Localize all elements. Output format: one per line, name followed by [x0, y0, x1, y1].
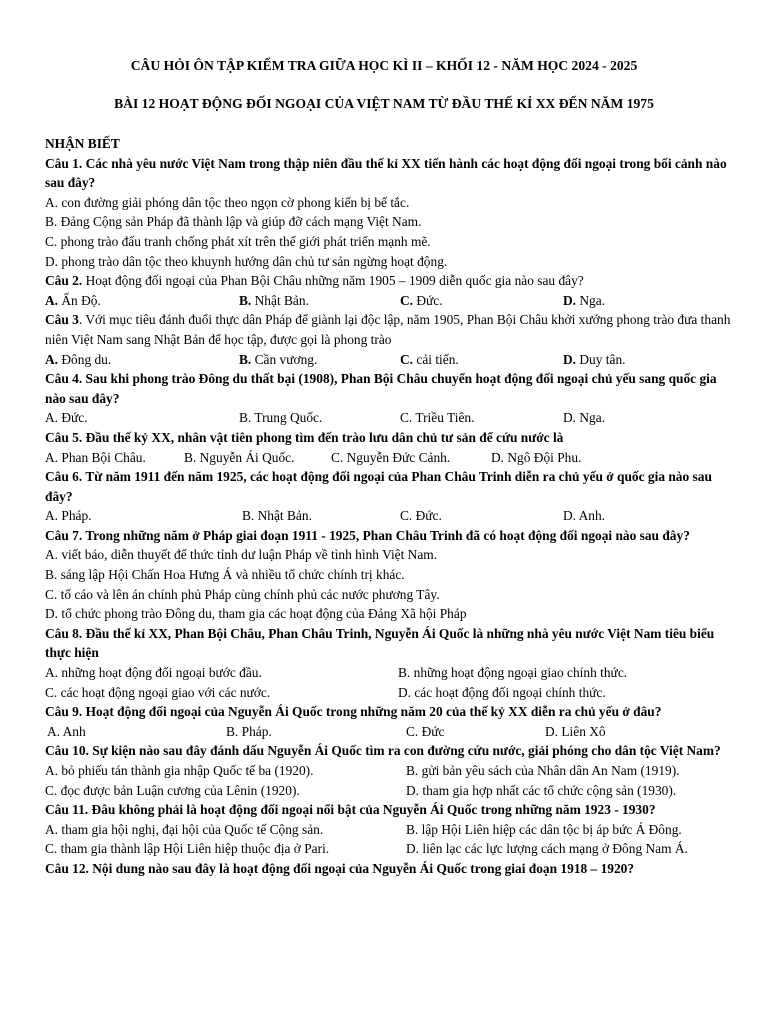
- question-6: Câu 6. Từ năm 1911 đến năm 1925, các hoạt động đối ngoại của Phan Châu Trinh diễn ra chủ yếu ở quốc gia nào sau đây?: [45, 469, 712, 504]
- q8-option-b: B. những hoạt động ngoại giao chính thức.: [398, 665, 628, 681]
- question-5: Câu 5. Đầu thế kỷ XX, nhân vật tiên phong tìm đến trào lưu dân chủ tư sản để cứu nước là: [45, 429, 564, 445]
- question-9: Câu 9. Hoạt động đối ngoại của Nguyễn Ái Quốc trong những năm 20 của thế kỷ XX diễn ra chủ yếu ở đâu?: [45, 704, 662, 720]
- q5-option-a: A. Phan Bội Châu.: [45, 449, 146, 465]
- exam-title: CÂU HỎI ÔN TẬP KIỂM TRA GIỮA HỌC KÌ II – KHỐI 12 - NĂM HỌC 2024 - 2025: [130, 58, 638, 73]
- q1-option-c: C. phong trào đấu tranh chống phát xít trên thế giới phát triển mạnh mẽ.: [45, 233, 431, 249]
- q6-options: [45, 506, 735, 526]
- q10-option-d: D. tham gia hợp nhất các tổ chức cộng sản (1930).: [406, 782, 677, 798]
- q11-option-b: B. lập Hội Liên hiệp các dân tộc bị áp bức Á Đông.: [406, 821, 682, 837]
- q4-option-c: C. Triều Tiên.: [400, 410, 475, 426]
- q4-option-b: B. Trung Quốc.: [239, 410, 323, 426]
- q5-option-b: B. Nguyễn Ái Quốc.: [184, 449, 295, 465]
- q3-option-a: A. Đông du.: [45, 351, 112, 367]
- q5-option-c: C. Nguyễn Đức Cảnh.: [331, 449, 451, 465]
- q5-options: [45, 448, 735, 468]
- q5-option-d: D. Ngô Đội Phu.: [491, 449, 582, 465]
- question-12: Câu 12. Nội dung nào sau đây là hoạt động đối ngoại của Nguyễn Ái Quốc trong giai đoạn 1918 – 1920?: [45, 860, 635, 876]
- q8-options-cd: [45, 683, 735, 703]
- q7-option-d: D. tổ chức phong trào Đông du, tham gia các hoạt động của Đảng Xã hội Pháp: [45, 606, 467, 622]
- q1-option-b: B. Đảng Cộng sản Pháp đã thành lập và giúp đỡ cách mạng Việt Nam.: [45, 214, 422, 230]
- q8-option-a: A. những hoạt động đối ngoại bước đầu.: [45, 665, 262, 681]
- q7-option-b: B. sáng lập Hội Chấn Hoa Hưng Á và nhiều tổ chức chính trị khác.: [45, 567, 405, 583]
- question-3: Câu 3. Với mục tiêu đánh đuổi thực dân Pháp để giành lại độc lập, năm 1905, Phan Bội Châu khởi xướng phong trào đưa thanh niên Việt Nam sang Nhật Bản để học tập, được gọi là phong trào: [45, 312, 731, 347]
- q2-options: [45, 291, 735, 311]
- q3-option-b: B. Cần vương.: [239, 351, 318, 367]
- q9-option-a: A. Anh: [47, 723, 86, 739]
- question-10: Câu 10. Sự kiện nào sau đây đánh dấu Nguyễn Ái Quốc tìm ra con đường cứu nước, giải phóng cho dân tộc Việt Nam?: [45, 743, 721, 759]
- q11-option-d: D. liên lạc các lực lượng cách mạng ở Đông Nam Á.: [406, 841, 688, 857]
- question-8: Câu 8. Đầu thế kỉ XX, Phan Bội Châu, Phan Châu Trinh, Nguyễn Ái Quốc là những nhà yêu nước Việt Nam tiêu biểu thực hiện: [45, 625, 715, 661]
- section-heading: NHẬN BIẾT: [45, 136, 120, 151]
- q6-option-a: A. Pháp.: [45, 508, 92, 524]
- q4-option-d: D. Nga.: [563, 410, 606, 426]
- q3-option-d: D. Duy tân.: [563, 351, 626, 367]
- question-11: Câu 11. Đâu không phải là hoạt động đối ngoại nổi bật của Nguyễn Ái Quốc trong những năm 1923 - 1930?: [45, 802, 656, 818]
- q1-option-d: D. phong trào dân tộc theo khuynh hướng dân chủ tư sản ngừng hoạt động.: [45, 253, 448, 269]
- q4-option-a: A. Đức.: [45, 410, 88, 426]
- q2-option-c: C. Đức.: [400, 292, 443, 308]
- q2-option-d: D. Nga.: [563, 292, 606, 308]
- q7-option-c: C. tố cáo và lên án chính phủ Pháp cùng chính phủ các nước phương Tây.: [45, 586, 440, 602]
- q3-option-c: C. cải tiến.: [400, 351, 459, 367]
- q6-option-c: C. Đức.: [400, 508, 442, 524]
- q10-options-ab: [45, 761, 735, 781]
- q7-option-a: A. viết báo, diễn thuyết để thức tỉnh dư luận Pháp về tình hình Việt Nam.: [45, 547, 438, 563]
- q8-option-d: D. các hoạt động đối ngoại chính thức.: [398, 684, 606, 700]
- q6-option-d: D. Anh.: [563, 508, 606, 524]
- question-2: Câu 2. Hoạt động đối ngoại của Phan Bội Châu những năm 1905 – 1909 diễn quốc gia nào sau đây?: [45, 273, 584, 289]
- q9-option-d: D. Liên Xô: [545, 723, 606, 739]
- q9-option-b: B. Pháp.: [226, 723, 272, 739]
- q11-option-a: A. tham gia hội nghị, đại hội của Quốc tế Cộng sản.: [45, 821, 324, 837]
- q11-options-ab: [45, 820, 735, 840]
- q10-option-b: B. gửi bản yêu sách của Nhân dân An Nam (1919).: [406, 763, 680, 778]
- lesson-title: BÀI 12 HOẠT ĐỘNG ĐỐI NGOẠI CỦA VIỆT NAM TỪ ĐẦU THẾ KỈ XX ĐẾN NĂM 1975: [114, 96, 654, 111]
- q10-option-a: A. bỏ phiếu tán thành gia nhập Quốc tế ba (1920).: [45, 763, 314, 778]
- q1-option-a: A. con đường giải phóng dân tộc theo ngọn cờ phong kiến bị bế tắc.: [45, 194, 410, 210]
- question-7: Câu 7. Trong những năm ở Pháp giai đoạn 1911 - 1925, Phan Châu Trinh đã có hoạt động đối ngoại nào sau đây?: [45, 527, 690, 543]
- q2-option-a: A. Ấn Độ.: [45, 292, 101, 308]
- q8-option-c: C. các hoạt động ngoại giao với các nước.: [45, 684, 271, 700]
- question-1: Câu 1. Các nhà yêu nước Việt Nam trong thập niên đầu thế kỉ XX tiến hành các hoạt động đối ngoại trong bối cảnh nào sau đây?: [45, 155, 727, 191]
- q11-option-c: C. tham gia thành lập Hội Liên hiệp thuộc địa ở Pari.: [45, 841, 330, 857]
- q9-option-c: C. Đức: [406, 723, 445, 739]
- q4-options: [45, 408, 735, 428]
- q2-option-b: B. Nhật Bản.: [239, 292, 309, 308]
- question-list: [45, 134, 735, 879]
- q6-option-b: B. Nhật Bản.: [242, 508, 312, 524]
- q9-options: [45, 722, 735, 742]
- q8-options-ab: [45, 663, 735, 683]
- question-4: Câu 4. Sau khi phong trào Đông du thất bại (1908), Phan Bội Châu chuyển hoạt động đối ngoại chủ yếu sang quốc gia nào sau đây?: [45, 371, 717, 406]
- q11-options-cd: [45, 839, 735, 859]
- q10-option-c: C. đọc được bản Luận cương của Lênin (1920).: [45, 782, 300, 798]
- q3-options: [45, 350, 735, 370]
- q10-options-cd: [45, 781, 735, 801]
